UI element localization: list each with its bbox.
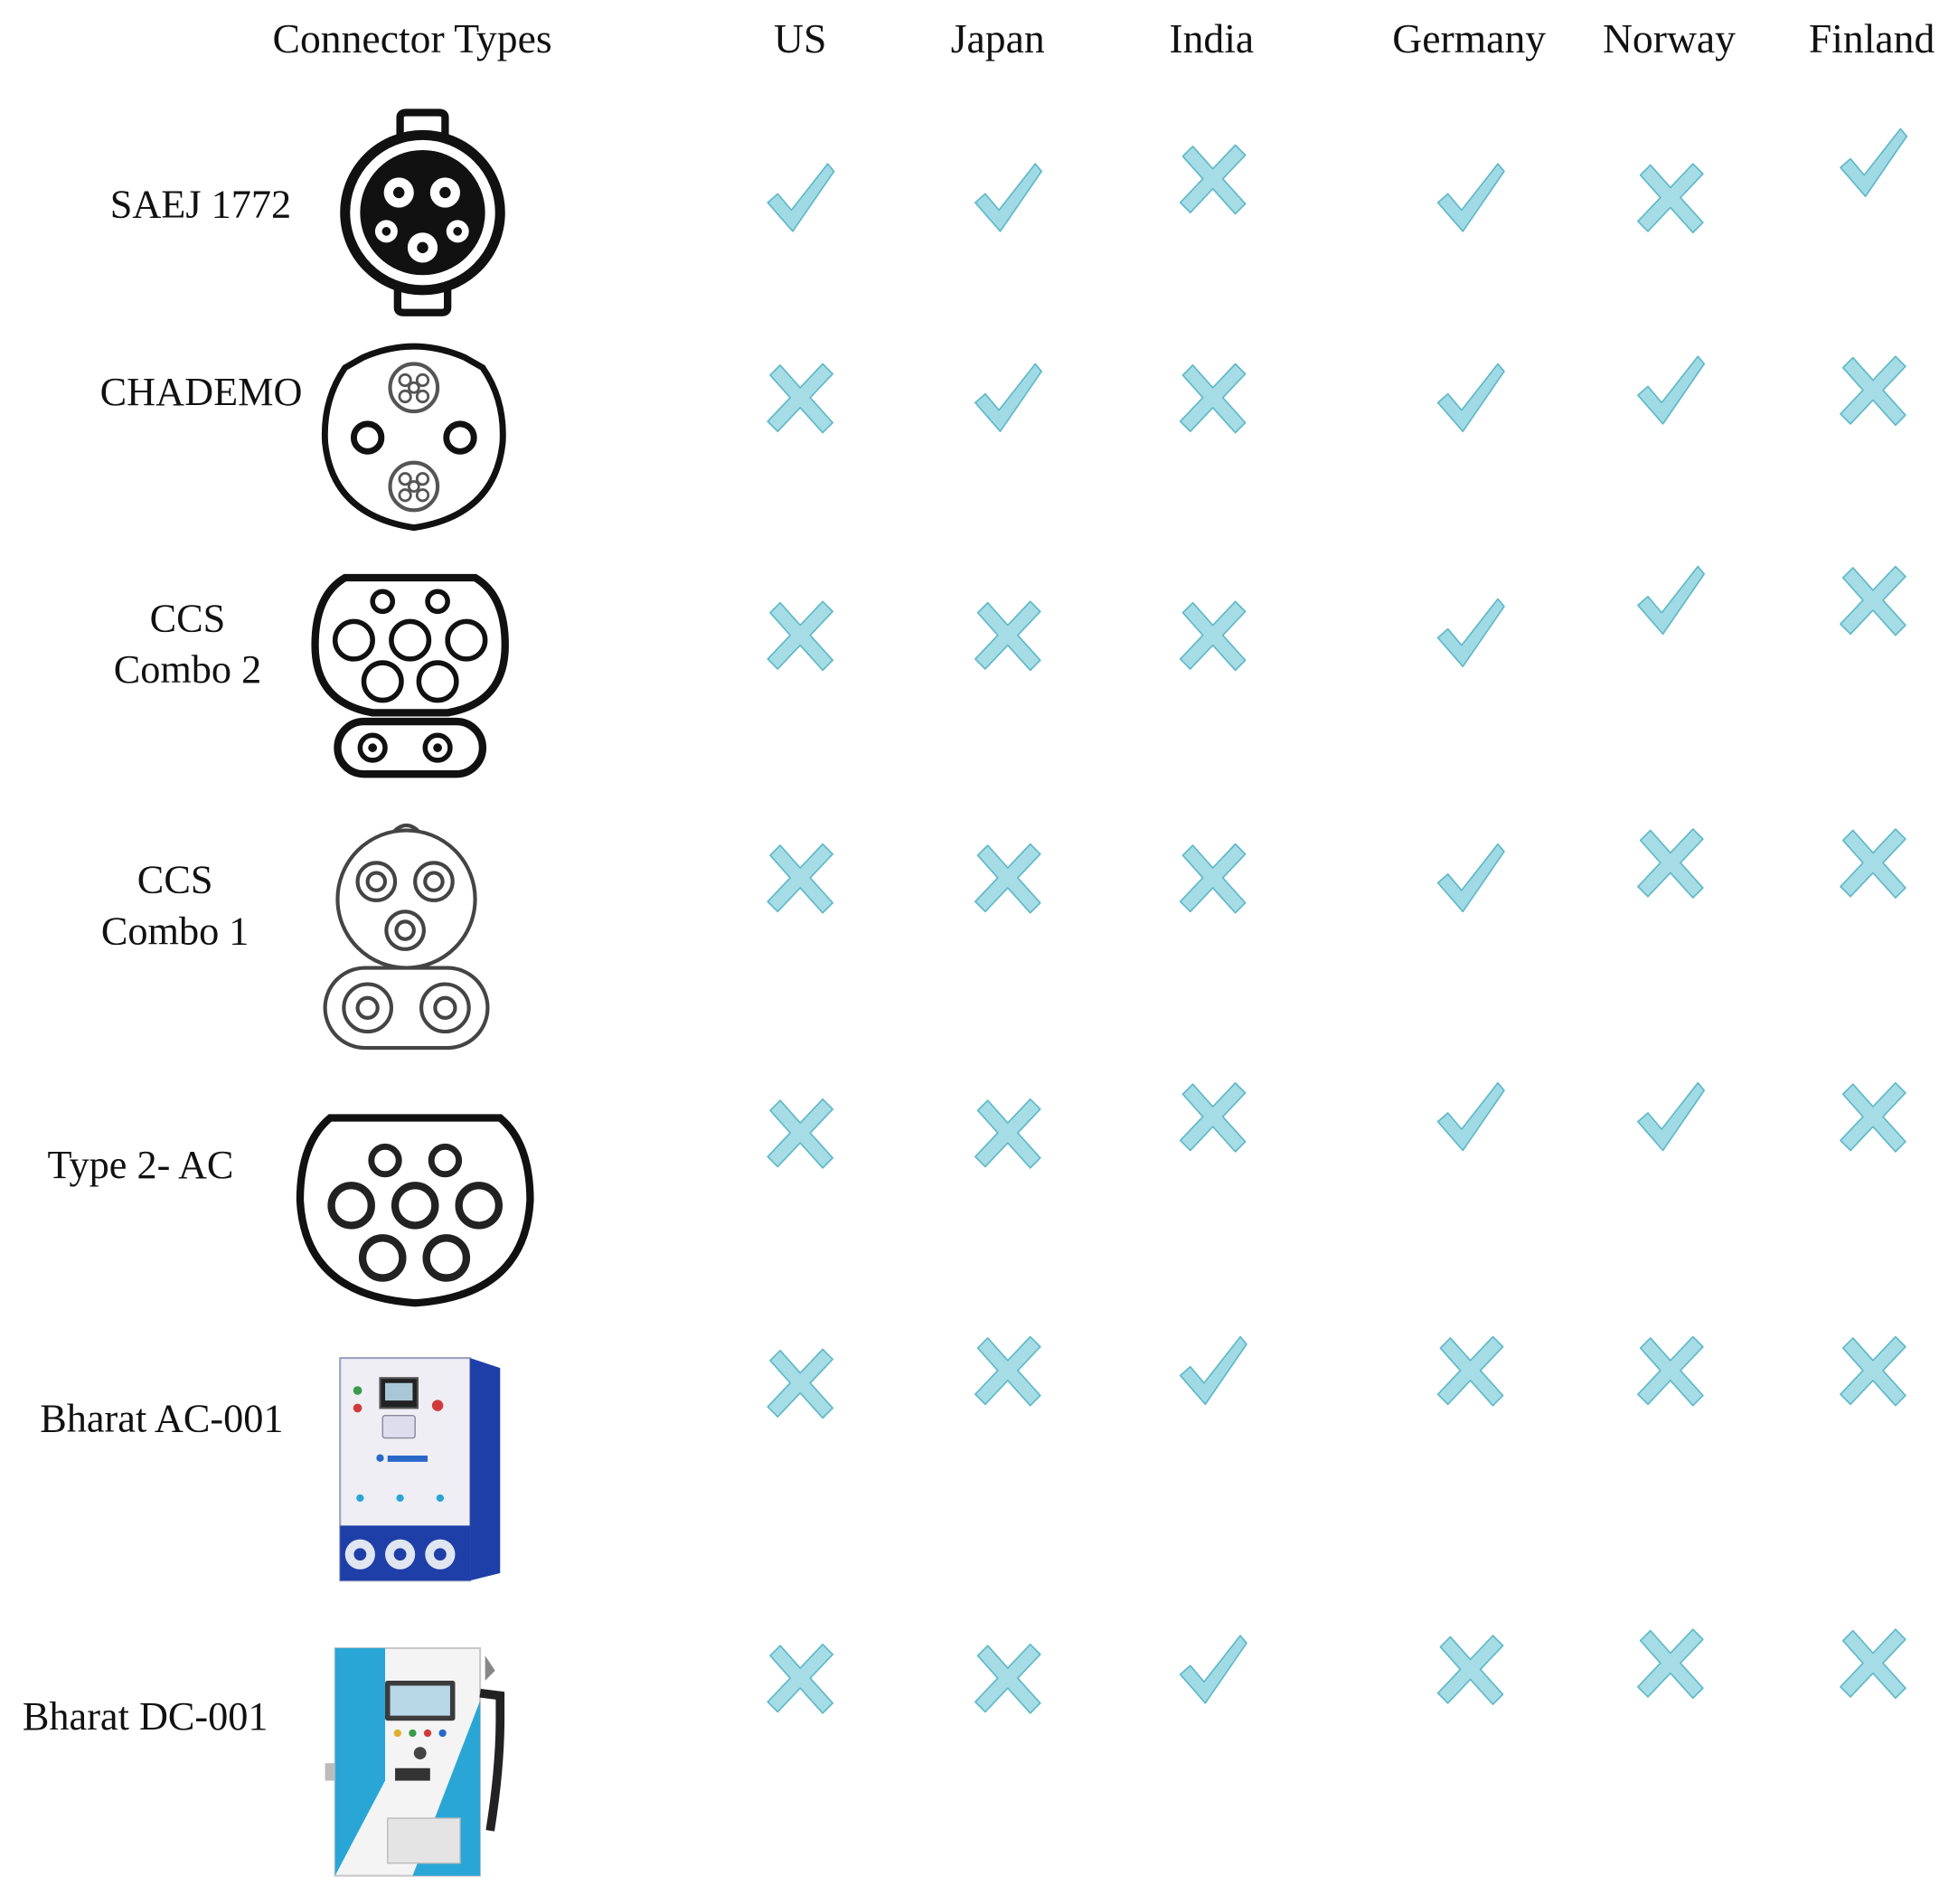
cross-mark-icon — [1835, 1333, 1910, 1408]
bharat-dc001-charger-icon — [325, 1643, 513, 1880]
header-country-germany: Germany — [1392, 17, 1547, 63]
row-label-ccs-combo2-line1: CCS — [149, 595, 226, 641]
header-country-finland: Finland — [1808, 17, 1935, 63]
cross-mark-icon — [763, 1345, 838, 1420]
check-mark-icon — [1175, 1632, 1250, 1707]
header-country-norway: Norway — [1602, 17, 1737, 63]
cross-mark-icon — [1175, 141, 1250, 216]
check-mark-icon — [1633, 562, 1708, 637]
ccs-combo1-connector-icon — [321, 819, 494, 1057]
check-mark-icon — [1433, 1079, 1508, 1155]
cross-mark-icon — [763, 598, 838, 673]
header-country-us: US — [774, 17, 827, 63]
cross-mark-icon — [1175, 360, 1250, 435]
cross-mark-icon — [1633, 825, 1708, 900]
row-label-type2-ac: Type 2- AC — [47, 1141, 234, 1187]
row-label-ccs-combo1-line2: Combo 1 — [100, 908, 249, 953]
check-mark-icon — [970, 360, 1045, 435]
header-connector-types: Connector Types — [272, 17, 552, 63]
cross-mark-icon — [1835, 825, 1910, 900]
header-country-japan: Japan — [950, 17, 1045, 63]
cross-mark-icon — [1835, 1626, 1910, 1701]
cross-mark-icon — [970, 840, 1045, 915]
row-label-saej1772: SAEJ 1772 — [109, 181, 292, 227]
row-label-bharat-ac001: Bharat AC-001 — [40, 1395, 284, 1441]
cross-mark-icon — [1633, 1333, 1708, 1408]
cross-mark-icon — [1175, 1079, 1250, 1155]
row-label-chademo: CHADEMO — [99, 369, 303, 414]
cross-mark-icon — [763, 1641, 838, 1716]
row-label-ccs-combo2-line2: Combo 2 — [113, 646, 262, 692]
header-country-india: India — [1169, 17, 1255, 63]
check-mark-icon — [1433, 160, 1508, 235]
check-mark-icon — [1835, 125, 1910, 200]
cross-mark-icon — [970, 1641, 1045, 1716]
cross-mark-icon — [970, 598, 1045, 673]
row-label-bharat-dc001: Bharat DC-001 — [22, 1692, 268, 1739]
cross-mark-icon — [1633, 160, 1708, 235]
row-label-ccs-combo1-line1: CCS — [136, 856, 213, 902]
cross-mark-icon — [970, 1096, 1045, 1171]
cross-mark-icon — [763, 360, 838, 435]
check-mark-icon — [1633, 1079, 1708, 1155]
cross-mark-icon — [1835, 562, 1910, 637]
check-mark-icon — [970, 160, 1045, 235]
check-mark-icon — [1175, 1333, 1250, 1408]
check-mark-icon — [1433, 595, 1508, 670]
cross-mark-icon — [1433, 1632, 1508, 1707]
cross-mark-icon — [1175, 598, 1250, 673]
cross-mark-icon — [970, 1333, 1045, 1408]
ccs-combo2-connector-icon — [310, 572, 510, 780]
check-mark-icon — [763, 160, 838, 235]
cross-mark-icon — [763, 1096, 838, 1171]
cross-mark-icon — [1835, 353, 1910, 428]
cross-mark-icon — [1835, 1079, 1910, 1155]
bharat-ac001-charger-icon — [335, 1351, 511, 1582]
chademo-connector-icon — [320, 340, 507, 535]
cross-mark-icon — [1433, 1333, 1508, 1408]
check-mark-icon — [1633, 353, 1708, 428]
check-mark-icon — [1433, 840, 1508, 915]
saej1772-connector-icon — [337, 110, 507, 316]
check-mark-icon — [1433, 360, 1508, 435]
cross-mark-icon — [1633, 1626, 1708, 1701]
cross-mark-icon — [1175, 840, 1250, 915]
cross-mark-icon — [763, 840, 838, 915]
type2-ac-connector-icon — [295, 1110, 535, 1310]
